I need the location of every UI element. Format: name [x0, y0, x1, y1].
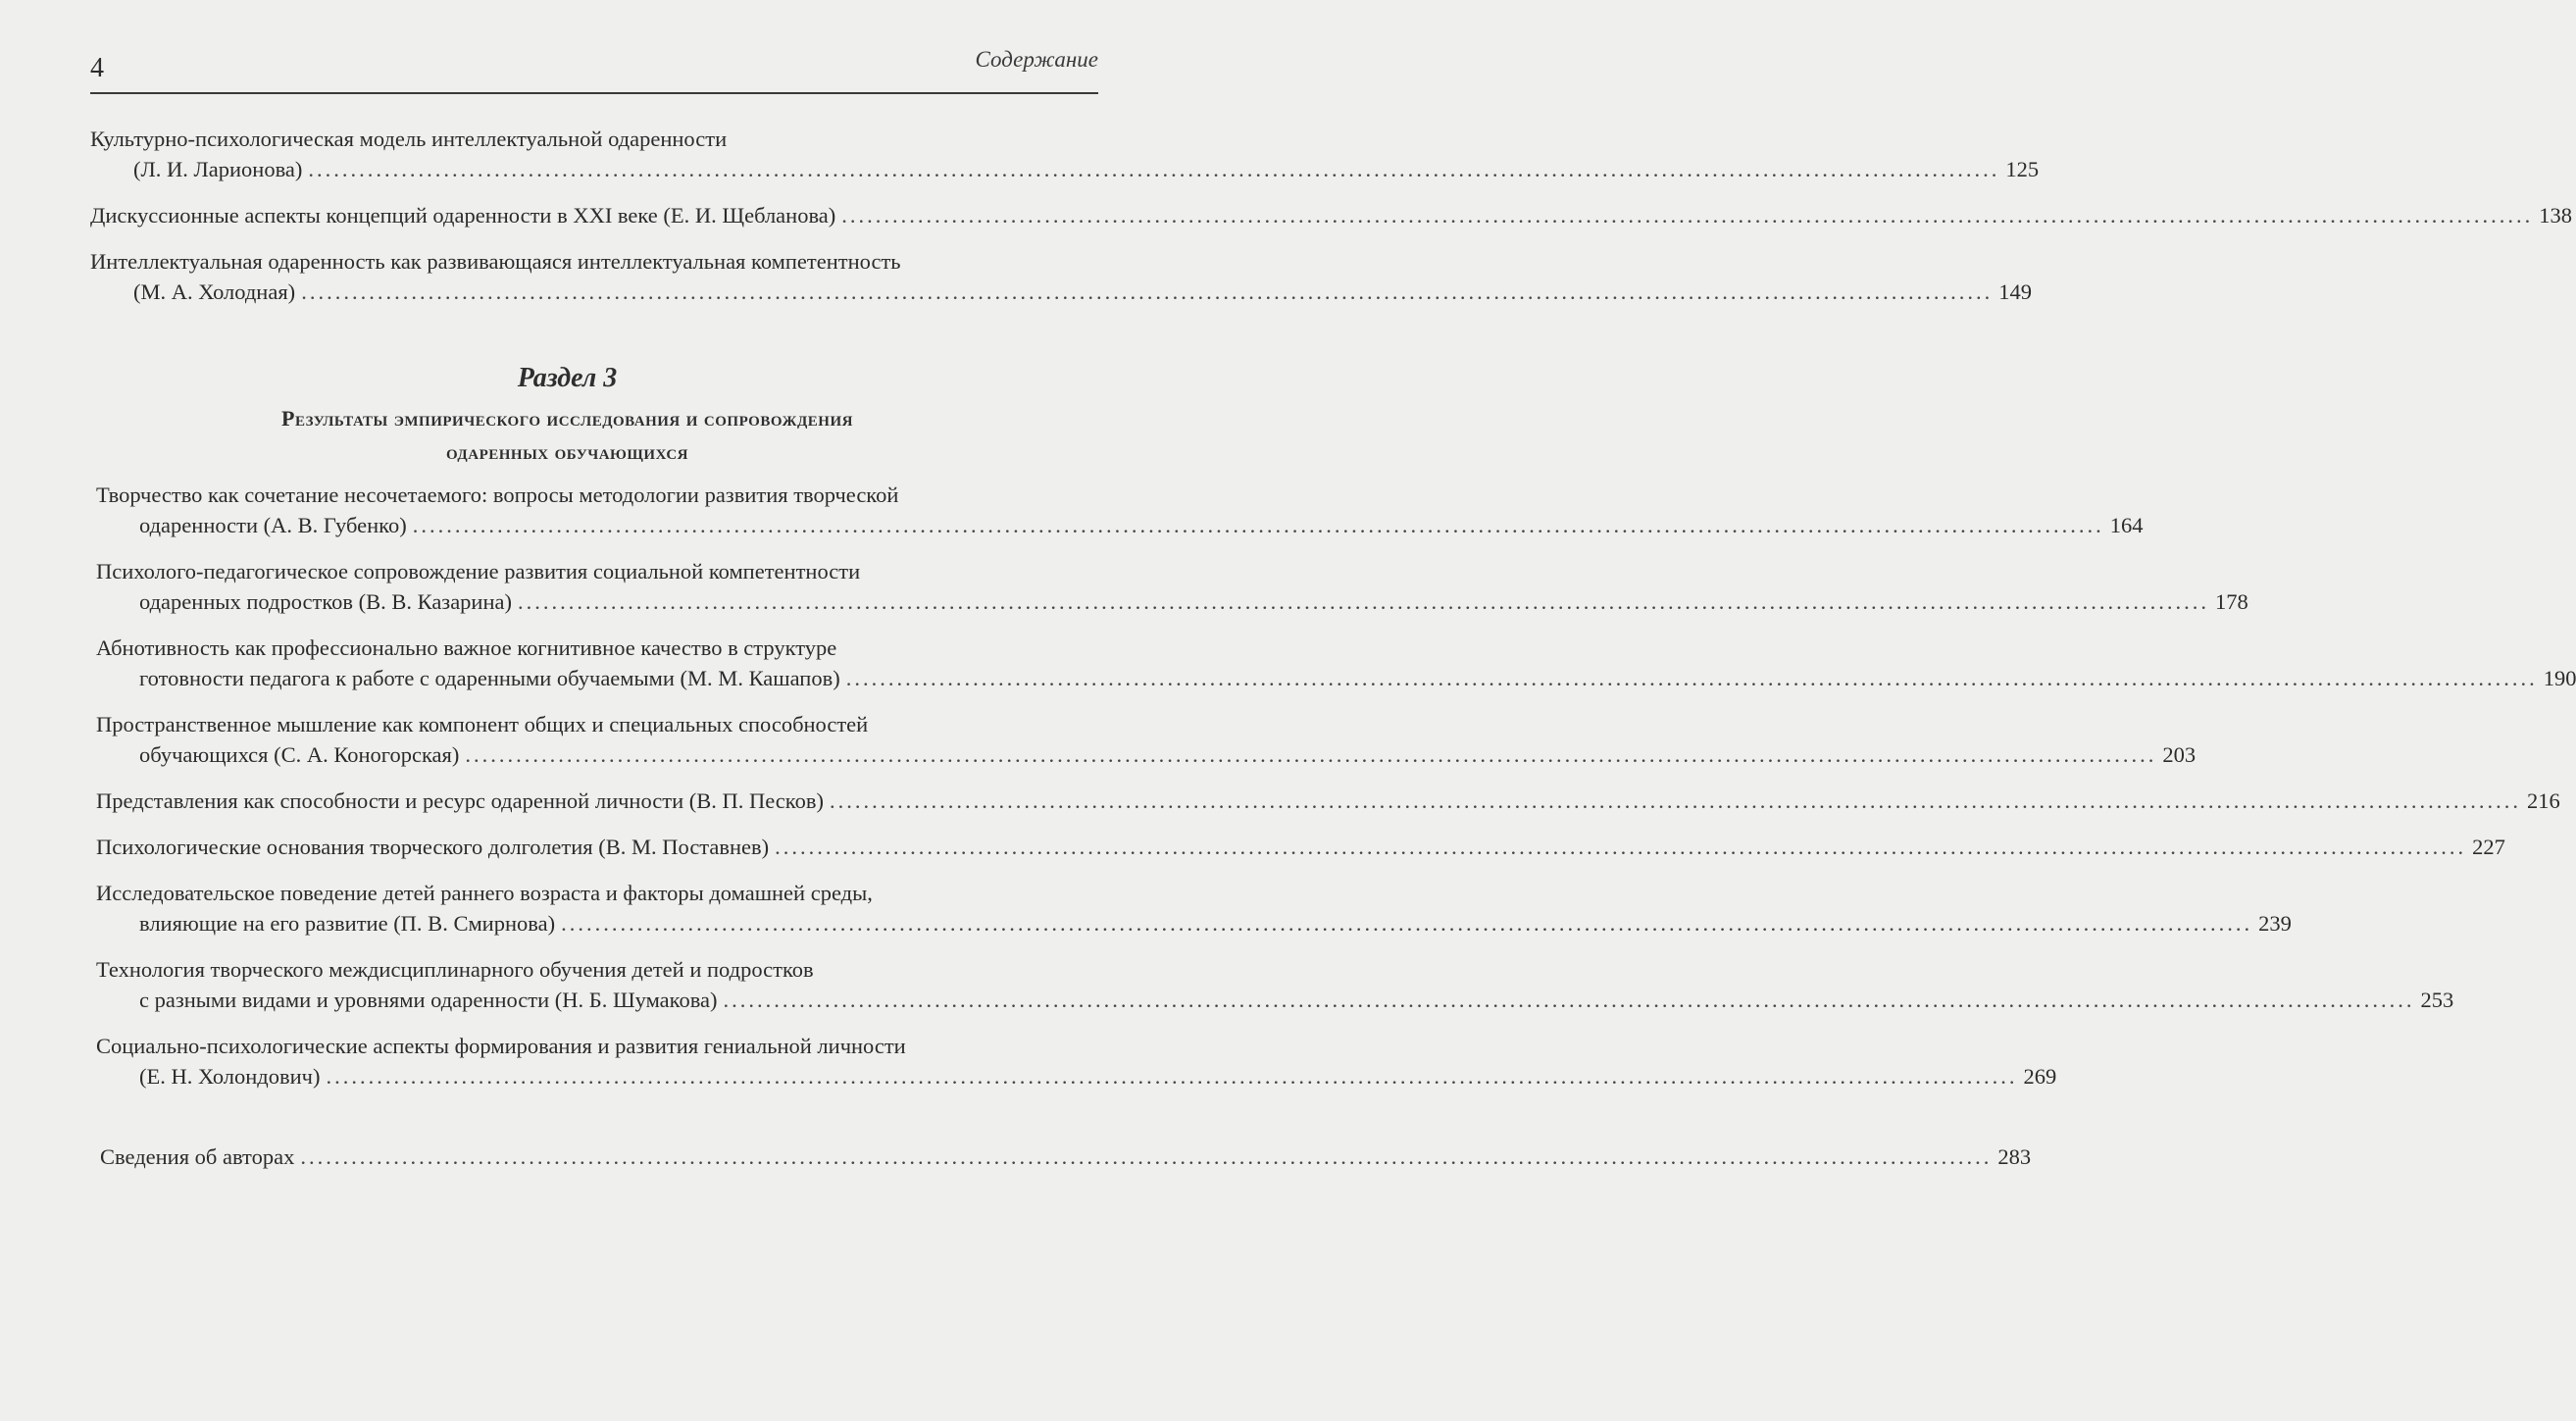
page-number: 4	[90, 53, 104, 83]
toc-entry-title-line: Психолого-педагогическое сопровождение развития социальной компетентности	[96, 559, 861, 584]
dot-leader: ........................................................................................................................................................................................................	[723, 988, 2415, 1012]
toc-entry-page-number: 239	[2258, 911, 2292, 936]
toc-entry-page-number: 149	[1998, 279, 2032, 304]
toc-group-1	[90, 124, 2573, 323]
dot-leader: ........................................................................................................................................................................................................	[775, 835, 2467, 859]
dot-leader: ........................................................................................................................................................................................................	[518, 589, 2209, 614]
toc-entry	[100, 1142, 2032, 1172]
toc-group-2	[96, 480, 2576, 1107]
toc-entry-page-number: 138	[2539, 203, 2573, 228]
dot-leader: ........................................................................................................................................................................................................	[300, 1144, 1993, 1169]
toc-entry	[96, 832, 2505, 862]
toc-entry-title-line: Интеллектуальная одаренность как развивающаяся интеллектуальная компетентность	[90, 249, 901, 274]
dot-leader: ........................................................................................................................................................................................................	[561, 911, 2253, 936]
toc-entry	[96, 556, 2248, 617]
dot-leader: ........................................................................................................................................................................................................	[841, 203, 2534, 228]
dot-leader: ........................................................................................................................................................................................................	[412, 513, 2104, 537]
section-label: Раздел 3	[517, 363, 618, 393]
toc-entry	[96, 954, 2454, 1015]
toc-entry-title-line: Социально-психологические аспекты формирования и развития гениальной личности	[96, 1034, 906, 1058]
toc-entry-page-number: 227	[2472, 835, 2505, 859]
toc-entry	[90, 124, 2040, 184]
toc-entry	[96, 633, 2576, 693]
toc-entry-page-number: 125	[2005, 157, 2040, 181]
toc-entry-last-line	[90, 200, 2573, 230]
dot-leader: ........................................................................................................................................................................................................	[326, 1064, 2018, 1089]
toc-entry-text: Представления как способности и ресурс одаренной личности (В. П. Песков)	[96, 788, 824, 813]
section-title-line-2: одаренных обучающихся	[446, 439, 688, 464]
toc-entry-title-line: Творчество как сочетание несочетаемого: вопросы методологии развития творческой	[96, 482, 899, 507]
toc-group-3	[100, 1142, 2032, 1188]
toc-entry-last-line	[96, 786, 2560, 816]
toc-entry-title-line: Пространственное мышление как компонент общих и специальных способностей	[96, 712, 869, 736]
toc-entry-page-number: 216	[2526, 788, 2560, 813]
toc-entry-text: Психологические основания творческого долголетия (В. М. Поставнев)	[96, 835, 770, 859]
toc-entry-last-line	[96, 908, 2292, 939]
toc-entry	[90, 200, 2573, 230]
toc-entry	[96, 786, 2560, 816]
toc-entry-title-line: Технология творческого междисциплинарного обучения детей и подростков	[96, 957, 814, 982]
toc-entry-last-line	[96, 739, 2197, 770]
toc-entry-page-number: 178	[2215, 589, 2248, 614]
section-title	[0, 402, 1135, 469]
toc-entry	[90, 246, 2032, 307]
toc-entry-page-number: 203	[2162, 742, 2197, 767]
toc-entry-text: обучающихся (С. А. Коногорская)	[139, 742, 460, 767]
toc-entry-page-number: 253	[2420, 988, 2454, 1012]
toc-entry	[96, 709, 2197, 770]
dot-leader: ........................................................................................................................................................................................................	[465, 742, 2157, 767]
running-title: Содержание	[975, 47, 1098, 72]
toc-entry-text: с разными видами и уровнями одаренности (Н. Б. Шумакова)	[139, 988, 718, 1012]
dot-leader: ........................................................................................................................................................................................................	[829, 788, 2521, 813]
dot-leader: ........................................................................................................................................................................................................	[301, 279, 1994, 304]
toc-entry-text: Дискуссионные аспекты концепций одаренности в XXI веке (Е. И. Щебланова)	[90, 203, 836, 228]
toc-entry-last-line	[90, 277, 2032, 307]
toc-entry-last-line	[96, 1061, 2057, 1091]
toc-entry	[96, 878, 2292, 939]
toc-entry-page-number: 283	[1997, 1144, 2032, 1169]
dot-leader: ........................................................................................................................................................................................................	[845, 666, 2538, 690]
toc-entry-last-line	[96, 985, 2454, 1015]
toc-entry-title-line: Исследовательское поведение детей раннего возраста и факторы домашней среды,	[96, 881, 873, 905]
toc-entry-page-number: 190	[2543, 666, 2576, 690]
dot-leader: ........................................................................................................................................................................................................	[308, 157, 2000, 181]
toc-entry-last-line	[100, 1142, 2032, 1172]
toc-entry	[96, 480, 2144, 540]
toc-entry-page-number: 164	[2109, 513, 2144, 537]
toc-entry	[96, 1031, 2057, 1091]
section-title-line-1: Результаты эмпирического исследования и сопровождения	[281, 406, 853, 431]
toc-entry-last-line	[96, 586, 2248, 617]
toc-entry-text: (Е. Н. Холондович)	[139, 1064, 321, 1089]
toc-entry-title-line: Абнотивность как профессионально важное когнитивное качество в структуре	[96, 635, 837, 660]
toc-entry-text: готовности педагога к работе с одаренными обучаемыми (М. М. Кашапов)	[139, 666, 840, 690]
toc-entry-text: Сведения об авторах	[100, 1144, 295, 1169]
toc-entry-text: одаренных подростков (В. В. Казарина)	[139, 589, 512, 614]
toc-entry-text: (Л. И. Ларионова)	[133, 157, 303, 181]
toc-entry-text: одаренности (А. В. Губенко)	[139, 513, 407, 537]
toc-entry-title-line: Культурно-психологическая модель интеллектуальной одаренности	[90, 127, 728, 151]
page-header	[90, 43, 1098, 94]
toc-entry-page-number: 269	[2023, 1064, 2057, 1089]
toc-entry-text: (М. А. Холодная)	[133, 279, 296, 304]
toc-entry-last-line	[96, 510, 2144, 540]
toc-entry-text: влияющие на его развитие (П. В. Смирнова)	[139, 911, 556, 936]
toc-entry-last-line	[96, 663, 2576, 693]
toc-entry-last-line	[96, 832, 2505, 862]
toc-entry-last-line	[90, 154, 2040, 184]
